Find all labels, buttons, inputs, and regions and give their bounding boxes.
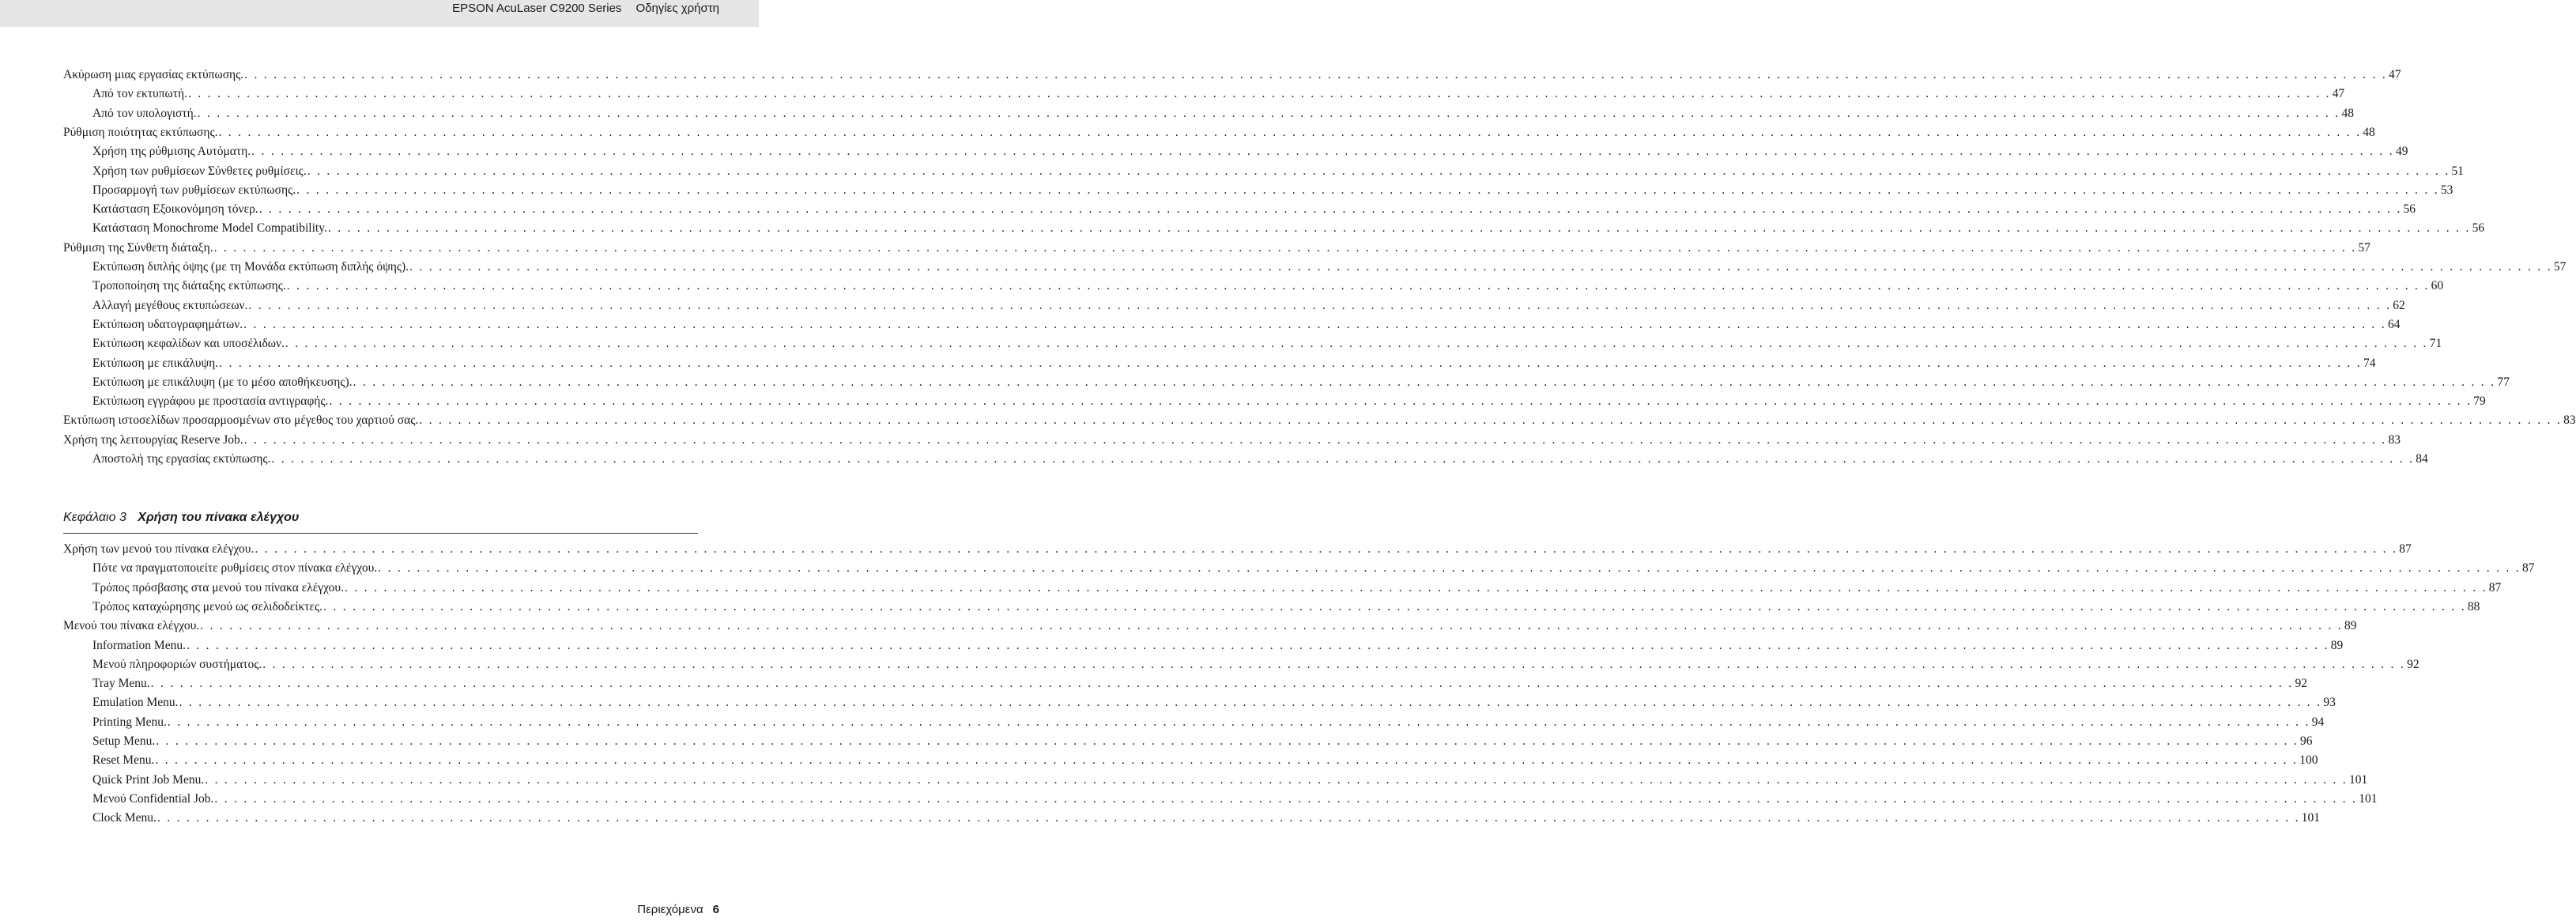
dot-leader: . . . . . . . . . . . . . . . . . . . . . . . . . . . . . . . . . . . . . . . . . . . . . . . . . . . . . . . . . . . . . . . . . . . . . . . . . . . . . . . . . . . . . . . . . . . . . . . . . . . . . . . . . . . . . . . . . . . . . . . . . . . . . . . . . . . . . . . . . . . . . . . . . . . . . . . . . . . . . . . . . . . . . . . . . . . . . . . . . . . . . . . . . . . . . . . . . . . . . . . . . . . . . . . . . . . . . . . . . . . . [167,715,2310,729]
toc-entry-title: Εκτύπωση με επικάλυψη (με το μέσο αποθήκευσης). [92,375,353,389]
toc-entry-title: Τροποποίηση της διάταξης εκτύπωσης. [92,279,286,293]
dot-leader: . . . . . . . . . . . . . . . . . . . . . . . . . . . . . . . . . . . . . . . . . . . . . . . . . . . . . . . . . . . . . . . . . . . . . . . . . . . . . . . . . . . . . . . . . . . . . . . . . . . . . . . . . . . . . . . . . . . . . . . . . . . . . . . . . . . . . . . . . . . . . . . . . . . . . . . . . . . . . . . . . . . . . . . . . . . . . . . . . . . . . . . . . . . . . . . . . . . . . . . . . . . . . . . . . . . . . . . . . . . . [197,106,2340,120]
toc-entry-title: Ρύθμιση ποιότητας εκτύπωσης. [63,125,218,139]
toc-entry-page: 53 [2440,183,2453,197]
dot-leader: . . . . . . . . . . . . . . . . . . . . . . . . . . . . . . . . . . . . . . . . . . . . . . . . . . . . . . . . . . . . . . . . . . . . . . . . . . . . . . . . . . . . . . . . . . . . . . . . . . . . . . . . . . . . . . . . . . . . . . . . . . . . . . . . . . . . . . . . . . . . . . . . . . . . . . . . . . . . . . . . . . . . . . . . . . . . . . . . . . . . . . . . . . . . . . . . . . . . . . . . . . . . . . . . . . . . . . . . . . . . [271,452,2415,466]
dot-leader: . . . . . . . . . . . . . . . . . . . . . . . . . . . . . . . . . . . . . . . . . . . . . . . . . . . . . . . . . . . . . . . . . . . . . . . . . . . . . . . . . . . . . . . . . . . . . . . . . . . . . . . . . . . . . . . . . . . . . . . . . . . . . . . . . . . . . . . . . . . . . . . . . . . . . . . . . . . . . . . . . . . . . . . . . . . . . . . . . . . . . . . . . . . . . . . . . . . . . . . . . . . . . . . . . . . . . . . . . . . . [219,356,2362,370]
toc-entry-page: 84 [2416,452,2428,466]
toc-entry-title: Χρήση της ρύθμισης Αυτόματη. [92,145,251,159]
toc-entry[interactable] [92,452,2428,471]
toc-entry[interactable] [92,734,2313,753]
toc-entry[interactable] [92,599,2480,619]
toc-entry-title: Emulation Menu. [92,696,179,710]
dot-leader: . . . . . . . . . . . . . . . . . . . . . . . . . . . . . . . . . . . . . . . . . . . . . . . . . . . . . . . . . . . . . . . . . . . . . . . . . . . . . . . . . . . . . . . . . . . . . . . . . . . . . . . . . . . . . . . . . . . . . . . . . . . . . . . . . . . . . . . . . . . . . . . . . . . . . . . . . . . . . . . . . . . . . . . . . . . . . . . . . . . . . . . . . . . . . . . . . . . . . . . . . . . . . . . . . . . . . . . . . . . . [187,87,2331,101]
header-product: EPSON AcuLaser C9200 Series [452,2,622,15]
toc-entry-page: 96 [2300,734,2313,748]
toc-entry-title: Setup Menu. [92,734,156,748]
toc-entry[interactable] [92,657,2419,677]
toc-entry-title: Reset Menu. [92,753,155,768]
toc-entry-page: 87 [2521,561,2535,576]
dot-leader: . . . . . . . . . . . . . . . . . . . . . . . . . . . . . . . . . . . . . . . . . . . . . . . . . . . . . . . . . . . . . . . . . . . . . . . . . . . . . . . . . . . . . . . . . . . . . . . . . . . . . . . . . . . . . . . . . . . . . . . . . . . . . . . . . . . . . . . . . . . . . . . . . . . . . . . . . . . . . . . . . . . . . . . . . . . . . . . . . . . . . . . . . . . . . . . . . . . . . . . . . . . . . . . . . . . . . . . . . . . . [248,298,2392,312]
toc-entry-page: 77 [2497,375,2510,389]
toc-entry-title: Εκτύπωση ιστοσελίδων προσαρμοσμένων στο μέγεθος του χαρτιού σας. [63,413,419,428]
toc-entry[interactable] [63,432,2401,452]
toc-entry[interactable] [63,542,2412,561]
dot-leader: . . . . . . . . . . . . . . . . . . . . . . . . . . . . . . . . . . . . . . . . . . . . . . . . . . . . . . . . . . . . . . . . . . . . . . . . . . . . . . . . . . . . . . . . . . . . . . . . . . . . . . . . . . . . . . . . . . . . . . . . . . . . . . . . . . . . . . . . . . . . . . . . . . . . . . . . . . . . . . . . . . . . . . . . . . . . . . . . . . . . . . . . . . . . . . . . . . . . . . . . . . . . . . . . . . . . . . . . . . . . [244,68,2387,81]
toc-entry-page: 74 [2363,356,2376,370]
dot-leader: . . . . . . . . . . . . . . . . . . . . . . . . . . . . . . . . . . . . . . . . . . . . . . . . . . . . . . . . . . . . . . . . . . . . . . . . . . . . . . . . . . . . . . . . . . . . . . . . . . . . . . . . . . . . . . . . . . . . . . . . . . . . . . . . . . . . . . . . . . . . . . . . . . . . . . . . . . . . . . . . . . . . . . . . . . . . . . . . . . . . . . . . . . . . . . . . . . . . . . . . . . . . . . . . . . . . . . . . . . . . [329,394,2472,409]
toc-entry[interactable] [92,356,2376,376]
toc-entry-title: Μενού του πίνακα ελέγχου. [63,619,200,633]
dot-leader: . . . . . . . . . . . . . . . . . . . . . . . . . . . . . . . . . . . . . . . . . . . . . . . . . . . . . . . . . . . . . . . . . . . . . . . . . . . . . . . . . . . . . . . . . . . . . . . . . . . . . . . . . . . . . . . . . . . . . . . . . . . . . . . . . . . . . . . . . . . . . . . . . . . . . . . . . . . . . . . . . . . . . . . . . . . . . . . . . . . . . . . . . . . . . . . . . . . . . . . . . . . . . . . . . . . . . . . . . . . . [262,657,2406,671]
toc-entry[interactable] [92,260,2567,279]
dot-leader: . . . . . . . . . . . . . . . . . . . . . . . . . . . . . . . . . . . . . . . . . . . . . . . . . . . . . . . . . . . . . . . . . . . . . . . . . . . . . . . . . . . . . . . . . . . . . . . . . . . . . . . . . . . . . . . . . . . . . . . . . . . . . . . . . . . . . . . . . . . . . . . . . . . . . . . . . . . . . . . . . . . . . . . . . . . . . . . . . . . . . . . . . . . . . . . . . . . . . . . . . . . . . . . . . . . . . . . . . . . . [255,542,2398,556]
toc-entry-title: Χρήση των ρυθμίσεων Σύνθετες ρυθμίσεις. [92,164,307,178]
toc-entry[interactable] [63,125,2375,145]
dot-leader: . . . . . . . . . . . . . . . . . . . . . . . . . . . . . . . . . . . . . . . . . . . . . . . . . . . . . . . . . . . . . . . . . . . . . . . . . . . . . . . . . . . . . . . . . . . . . . . . . . . . . . . . . . . . . . . . . . . . . . . . . . . . . . . . . . . . . . . . . . . . . . . . . . . . . . . . . . . . . . . . . . . . . . . . . . . . . . . . . . . . . . . . . . . . . . . . . . . . . . . . . . . . . . . . . . . . . . . . . . . . [285,337,2428,351]
dot-leader: . . . . . . . . . . . . . . . . . . . . . . . . . . . . . . . . . . . . . . . . . . . . . . . . . . . . . . . . . . . . . . . . . . . . . . . . . . . . . . . . . . . . . . . . . . . . . . . . . . . . . . . . . . . . . . . . . . . . . . . . . . . . . . . . . . . . . . . . . . . . . . . . . . . . . . . . . . . . . . . . . . . . . . . . . . . . . . . . . . . . . . . . . . . . . . . . . . . . . . . . . . . . . . . . . . . . . . . . . . . . [214,791,2358,806]
toc-entry-title: Τρόπος πρόσβασης στα μενού του πίνακα ελέγχου. [92,580,344,594]
toc-entry[interactable] [92,772,2368,792]
toc-entry-page: 100 [2299,753,2318,768]
dot-leader: . . . . . . . . . . . . . . . . . . . . . . . . . . . . . . . . . . . . . . . . . . . . . . . . . . . . . . . . . . . . . . . . . . . . . . . . . . . . . . . . . . . . . . . . . . . . . . . . . . . . . . . . . . . . . . . . . . . . . . . . . . . . . . . . . . . . . . . . . . . . . . . . . . . . . . . . . . . . . . . . . . . . . . . . . . . . . . . . . . . . . . . . . . . . . . . . . . . . . . . . . . . . . . . . . . . . . . . . . . . . [286,279,2430,293]
toc-entry-page: 87 [2488,580,2502,594]
toc-entry-page: 71 [2429,337,2442,351]
page-number: 6 [712,903,719,916]
dot-leader: . . . . . . . . . . . . . . . . . . . . . . . . . . . . . . . . . . . . . . . . . . . . . . . . . . . . . . . . . . . . . . . . . . . . . . . . . . . . . . . . . . . . . . . . . . . . . . . . . . . . . . . . . . . . . . . . . . . . . . . . . . . . . . . . . . . . . . . . . . . . . . . . . . . . . . . . . . . . . . . . . . . . . . . . . . . . . . . . . . . . . . . . . . . . . . . . . . . . . . . . . . . . . . . . . . . . . . . . . . . . [243,317,2386,331]
toc-entry[interactable] [63,68,2401,87]
toc-entry[interactable] [92,696,2336,715]
dot-leader: . . . . . . . . . . . . . . . . . . . . . . . . . . . . . . . . . . . . . . . . . . . . . . . . . . . . . . . . . . . . . . . . . . . . . . . . . . . . . . . . . . . . . . . . . . . . . . . . . . . . . . . . . . . . . . . . . . . . . . . . . . . . . . . . . . . . . . . . . . . . . . . . . . . . . . . . . . . . . . . . . . . . . . . . . . . . . . . . . . . . . . . . . . . . . . . . . . . . . . . . . . . . . . . . . . . . . . . . . . . . [409,260,2552,274]
toc-entry-page: 93 [2323,696,2336,710]
toc-entry-title: Πότε να πραγματοποιείτε ρυθμίσεις στον πίνακα ελέγχου. [92,561,378,576]
toc-entry-title: Εκτύπωση εγγράφου με προστασία αντιγραφής. [92,394,329,409]
dot-leader: . . . . . . . . . . . . . . . . . . . . . . . . . . . . . . . . . . . . . . . . . . . . . . . . . . . . . . . . . . . . . . . . . . . . . . . . . . . . . . . . . . . . . . . . . . . . . . . . . . . . . . . . . . . . . . . . . . . . . . . . . . . . . . . . . . . . . . . . . . . . . . . . . . . . . . . . . . . . . . . . . . . . . . . . . . . . . . . . . . . . . . . . . . . . . . . . . . . . . . . . . . . . . . . . . . . . . . . . . . . . [218,125,2362,139]
toc-entry-page: 51 [2451,164,2465,178]
toc-entry-title: Information Menu. [92,638,186,652]
toc-entry[interactable] [63,619,2357,638]
toc-entry-title: Quick Print Job Menu. [92,772,205,787]
toc-entry-page: 57 [2358,240,2370,255]
toc-entry-page: 94 [2311,715,2325,729]
header-text [452,2,719,15]
toc-entry-page: 92 [2295,677,2307,691]
chapter-number: Κεφάλαιο 3 [63,511,126,524]
dot-leader: . . . . . . . . . . . . . . . . . . . . . . . . . . . . . . . . . . . . . . . . . . . . . . . . . . . . . . . . . . . . . . . . . . . . . . . . . . . . . . . . . . . . . . . . . . . . . . . . . . . . . . . . . . . . . . . . . . . . . . . . . . . . . . . . . . . . . . . . . . . . . . . . . . . . . . . . . . . . . . . . . . . . . . . . . . . . . . . . . . . . . . . . . . . . . . . . . . . . . . . . . . . . . . . . . . . . . . . . . . . . [344,580,2487,594]
toc-entry[interactable] [92,811,2321,830]
toc-entry-page: 60 [2431,279,2444,293]
toc-entry-page: 48 [2363,125,2375,139]
toc-entry-page: 101 [2359,791,2378,806]
toc-entry-title: Αλλαγή μεγέθους εκτυπώσεων. [92,298,248,312]
dot-leader: . . . . . . . . . . . . . . . . . . . . . . . . . . . . . . . . . . . . . . . . . . . . . . . . . . . . . . . . . . . . . . . . . . . . . . . . . . . . . . . . . . . . . . . . . . . . . . . . . . . . . . . . . . . . . . . . . . . . . . . . . . . . . . . . . . . . . . . . . . . . . . . . . . . . . . . . . . . . . . . . . . . . . . . . . . . . . . . . . . . . . . . . . . . . . . . . . . . . . . . . . . . . . . . . . . . . . . . . . . . . [419,413,2563,428]
toc-entry-title: Clock Menu. [92,811,157,825]
toc-entry[interactable] [92,164,2465,183]
dot-leader: . . . . . . . . . . . . . . . . . . . . . . . . . . . . . . . . . . . . . . . . . . . . . . . . . . . . . . . . . . . . . . . . . . . . . . . . . . . . . . . . . . . . . . . . . . . . . . . . . . . . . . . . . . . . . . . . . . . . . . . . . . . . . . . . . . . . . . . . . . . . . . . . . . . . . . . . . . . . . . . . . . . . . . . . . . . . . . . . . . . . . . . . . . . . . . . . . . . . . . . . . . . . . . . . . . . . . . . . . . . . [378,561,2521,576]
toc-entry-title: Αποστολή της εργασίας εκτύπωσης. [92,452,271,466]
toc-entry-title: Από τον εκτυπωτή. [92,87,187,101]
chapter-heading [63,511,698,534]
toc-entry-title: Χρήση των μενού του πίνακα ελέγχου. [63,542,255,556]
dot-leader: . . . . . . . . . . . . . . . . . . . . . . . . . . . . . . . . . . . . . . . . . . . . . . . . . . . . . . . . . . . . . . . . . . . . . . . . . . . . . . . . . . . . . . . . . . . . . . . . . . . . . . . . . . . . . . . . . . . . . . . . . . . . . . . . . . . . . . . . . . . . . . . . . . . . . . . . . . . . . . . . . . . . . . . . . . . . . . . . . . . . . . . . . . . . . . . . . . . . . . . . . . . . . . . . . . . . . . . . . . . . [258,202,2402,217]
toc-entry[interactable] [63,240,2370,260]
toc-entry-title: Προσαρμογή των ρυθμίσεων εκτύπωσης. [92,183,296,197]
footer-section: Περιεχόμενα [637,903,703,916]
dot-leader: . . . . . . . . . . . . . . . . . . . . . . . . . . . . . . . . . . . . . . . . . . . . . . . . . . . . . . . . . . . . . . . . . . . . . . . . . . . . . . . . . . . . . . . . . . . . . . . . . . . . . . . . . . . . . . . . . . . . . . . . . . . . . . . . . . . . . . . . . . . . . . . . . . . . . . . . . . . . . . . . . . . . . . . . . . . . . . . . . . . . . . . . . . . . . . . . . . . . . . . . . . . . . . . . . . . . . . . . . . . . [179,696,2322,710]
toc-entry[interactable] [92,87,2345,106]
toc-entry[interactable] [92,202,2416,221]
toc-entry-page: 49 [2395,145,2408,159]
toc-entry[interactable] [92,791,2378,811]
toc-entry[interactable] [92,221,2485,240]
dot-leader: . . . . . . . . . . . . . . . . . . . . . . . . . . . . . . . . . . . . . . . . . . . . . . . . . . . . . . . . . . . . . . . . . . . . . . . . . . . . . . . . . . . . . . . . . . . . . . . . . . . . . . . . . . . . . . . . . . . . . . . . . . . . . . . . . . . . . . . . . . . . . . . . . . . . . . . . . . . . . . . . . . . . . . . . . . . . . . . . . . . . . . . . . . . . . . . . . . . . . . . . . . . . . . . . . . . . . . . . . . . . [186,638,2329,652]
toc-entry-page: 101 [2301,811,2321,825]
toc-entry-title: Ρύθμιση της Σύνθετη διάταξη. [63,240,213,255]
toc-entry[interactable] [92,580,2502,600]
dot-leader: . . . . . . . . . . . . . . . . . . . . . . . . . . . . . . . . . . . . . . . . . . . . . . . . . . . . . . . . . . . . . . . . . . . . . . . . . . . . . . . . . . . . . . . . . . . . . . . . . . . . . . . . . . . . . . . . . . . . . . . . . . . . . . . . . . . . . . . . . . . . . . . . . . . . . . . . . . . . . . . . . . . . . . . . . . . . . . . . . . . . . . . . . . . . . . . . . . . . . . . . . . . . . . . . . . . . . . . . . . . . [205,772,2348,787]
dot-leader: . . . . . . . . . . . . . . . . . . . . . . . . . . . . . . . . . . . . . . . . . . . . . . . . . . . . . . . . . . . . . . . . . . . . . . . . . . . . . . . . . . . . . . . . . . . . . . . . . . . . . . . . . . . . . . . . . . . . . . . . . . . . . . . . . . . . . . . . . . . . . . . . . . . . . . . . . . . . . . . . . . . . . . . . . . . . . . . . . . . . . . . . . . . . . . . . . . . . . . . . . . . . . . . . . . . . . . . . . . . . [353,375,2496,389]
toc-entry[interactable] [92,145,2408,164]
dot-leader: . . . . . . . . . . . . . . . . . . . . . . . . . . . . . . . . . . . . . . . . . . . . . . . . . . . . . . . . . . . . . . . . . . . . . . . . . . . . . . . . . . . . . . . . . . . . . . . . . . . . . . . . . . . . . . . . . . . . . . . . . . . . . . . . . . . . . . . . . . . . . . . . . . . . . . . . . . . . . . . . . . . . . . . . . . . . . . . . . . . . . . . . . . . . . . . . . . . . . . . . . . . . . . . . . . . . . . . . . . . . [157,811,2300,825]
header-guide-title: Οδηγίες χρήστη [636,2,719,15]
toc-entry-title: Κατάσταση Εξοικονόμηση τόνερ. [92,202,258,217]
toc-entry[interactable] [92,677,2307,696]
toc-entry[interactable] [92,753,2318,772]
toc-entry-page: 101 [2349,772,2368,787]
toc-entry[interactable] [92,337,2442,356]
toc-entry-page: 83 [2563,413,2576,428]
toc-entry[interactable] [63,413,2576,432]
toc-entry-title: Χρήση της λειτουργίας Reserve Job. [63,432,243,447]
running-header [0,0,759,27]
toc-entry-title: Ακύρωση μιας εργασίας εκτύπωσης. [63,68,244,81]
toc-entry[interactable] [92,638,2344,658]
toc-entry-page: 89 [2330,638,2344,652]
dot-leader: . . . . . . . . . . . . . . . . . . . . . . . . . . . . . . . . . . . . . . . . . . . . . . . . . . . . . . . . . . . . . . . . . . . . . . . . . . . . . . . . . . . . . . . . . . . . . . . . . . . . . . . . . . . . . . . . . . . . . . . . . . . . . . . . . . . . . . . . . . . . . . . . . . . . . . . . . . . . . . . . . . . . . . . . . . . . . . . . . . . . . . . . . . . . . . . . . . . . . . . . . . . . . . . . . . . . . . . . . . . . [296,183,2439,197]
toc-entry-page: 62 [2393,298,2405,312]
dot-leader: . . . . . . . . . . . . . . . . . . . . . . . . . . . . . . . . . . . . . . . . . . . . . . . . . . . . . . . . . . . . . . . . . . . . . . . . . . . . . . . . . . . . . . . . . . . . . . . . . . . . . . . . . . . . . . . . . . . . . . . . . . . . . . . . . . . . . . . . . . . . . . . . . . . . . . . . . . . . . . . . . . . . . . . . . . . . . . . . . . . . . . . . . . . . . . . . . . . . . . . . . . . . . . . . . . . . . . . . . . . . [327,221,2471,236]
toc-entry[interactable] [92,715,2325,734]
toc-entry-title: Εκτύπωση κεφαλίδων και υποσέλιδων. [92,337,285,351]
toc-entry-title: Printing Menu. [92,715,167,729]
toc-entry-title: Κατάσταση Monochrome Model Compatibility. [92,221,327,236]
dot-leader: . . . . . . . . . . . . . . . . . . . . . . . . . . . . . . . . . . . . . . . . . . . . . . . . . . . . . . . . . . . . . . . . . . . . . . . . . . . . . . . . . . . . . . . . . . . . . . . . . . . . . . . . . . . . . . . . . . . . . . . . . . . . . . . . . . . . . . . . . . . . . . . . . . . . . . . . . . . . . . . . . . . . . . . . . . . . . . . . . . . . . . . . . . . . . . . . . . . . . . . . . . . . . . . . . . . . . . . . . . . . [200,619,2343,633]
toc-entry-page: 89 [2344,619,2357,633]
toc-entry-page: 92 [2407,657,2419,671]
dot-leader: . . . . . . . . . . . . . . . . . . . . . . . . . . . . . . . . . . . . . . . . . . . . . . . . . . . . . . . . . . . . . . . . . . . . . . . . . . . . . . . . . . . . . . . . . . . . . . . . . . . . . . . . . . . . . . . . . . . . . . . . . . . . . . . . . . . . . . . . . . . . . . . . . . . . . . . . . . . . . . . . . . . . . . . . . . . . . . . . . . . . . . . . . . . . . . . . . . . . . . . . . . . . . . . . . . . . . . . . . . . . [156,734,2299,748]
toc-entry[interactable] [92,561,2535,580]
dot-leader: . . . . . . . . . . . . . . . . . . . . . . . . . . . . . . . . . . . . . . . . . . . . . . . . . . . . . . . . . . . . . . . . . . . . . . . . . . . . . . . . . . . . . . . . . . . . . . . . . . . . . . . . . . . . . . . . . . . . . . . . . . . . . . . . . . . . . . . . . . . . . . . . . . . . . . . . . . . . . . . . . . . . . . . . . . . . . . . . . . . . . . . . . . . . . . . . . . . . . . . . . . . . . . . . . . . . . . . . . . . . [243,432,2387,447]
dot-leader: . . . . . . . . . . . . . . . . . . . . . . . . . . . . . . . . . . . . . . . . . . . . . . . . . . . . . . . . . . . . . . . . . . . . . . . . . . . . . . . . . . . . . . . . . . . . . . . . . . . . . . . . . . . . . . . . . . . . . . . . . . . . . . . . . . . . . . . . . . . . . . . . . . . . . . . . . . . . . . . . . . . . . . . . . . . . . . . . . . . . . . . . . . . . . . . . . . . . . . . . . . . . . . . . . . . . . . . . . . . . [251,145,2394,159]
toc-entry-page: 48 [2341,106,2354,120]
toc-entry-page: 64 [2387,317,2401,331]
toc-entry[interactable] [92,317,2401,337]
dot-leader: . . . . . . . . . . . . . . . . . . . . . . . . . . . . . . . . . . . . . . . . . . . . . . . . . . . . . . . . . . . . . . . . . . . . . . . . . . . . . . . . . . . . . . . . . . . . . . . . . . . . . . . . . . . . . . . . . . . . . . . . . . . . . . . . . . . . . . . . . . . . . . . . . . . . . . . . . . . . . . . . . . . . . . . . . . . . . . . . . . . . . . . . . . . . . . . . . . . . . . . . . . . . . . . . . . . . . . . . . . . . [155,753,2299,768]
toc-entry-title: Εκτύπωση με επικάλυψη. [92,356,219,370]
chapter-title: Χρήση του πίνακα ελέγχου [138,511,300,524]
toc-entry[interactable] [92,394,2486,413]
toc-entry-page: 56 [2472,221,2485,236]
toc-entry-title: Μενού Confidential Job. [92,791,214,806]
dot-leader: . . . . . . . . . . . . . . . . . . . . . . . . . . . . . . . . . . . . . . . . . . . . . . . . . . . . . . . . . . . . . . . . . . . . . . . . . . . . . . . . . . . . . . . . . . . . . . . . . . . . . . . . . . . . . . . . . . . . . . . . . . . . . . . . . . . . . . . . . . . . . . . . . . . . . . . . . . . . . . . . . . . . . . . . . . . . . . . . . . . . . . . . . . . . . . . . . . . . . . . . . . . . . . . . . . . . . . . . . . . . [213,240,2357,255]
toc-entry-title: Tray Menu. [92,677,150,691]
toc-entry-page: 57 [2553,260,2567,274]
toc-entry-title: Από τον υπολογιστή. [92,106,197,120]
toc-entry-page: 79 [2473,394,2486,409]
toc-entry[interactable] [92,375,2510,394]
toc-entry-page: 87 [2399,542,2412,556]
page-footer [637,903,719,916]
toc-entry-title: Εκτύπωση υδατογραφημάτων. [92,317,243,331]
dot-leader: . . . . . . . . . . . . . . . . . . . . . . . . . . . . . . . . . . . . . . . . . . . . . . . . . . . . . . . . . . . . . . . . . . . . . . . . . . . . . . . . . . . . . . . . . . . . . . . . . . . . . . . . . . . . . . . . . . . . . . . . . . . . . . . . . . . . . . . . . . . . . . . . . . . . . . . . . . . . . . . . . . . . . . . . . . . . . . . . . . . . . . . . . . . . . . . . . . . . . . . . . . . . . . . . . . . . . . . . . . . . [150,677,2294,691]
toc-entry-title: Τρόπος καταχώρησης μενού ως σελιδοδείκτες. [92,599,323,613]
toc-entry[interactable] [92,279,2444,298]
toc-entry-page: 56 [2403,202,2416,217]
toc-entry-page: 83 [2388,432,2401,447]
toc-entry[interactable] [92,106,2354,126]
dot-leader: . . . . . . . . . . . . . . . . . . . . . . . . . . . . . . . . . . . . . . . . . . . . . . . . . . . . . . . . . . . . . . . . . . . . . . . . . . . . . . . . . . . . . . . . . . . . . . . . . . . . . . . . . . . . . . . . . . . . . . . . . . . . . . . . . . . . . . . . . . . . . . . . . . . . . . . . . . . . . . . . . . . . . . . . . . . . . . . . . . . . . . . . . . . . . . . . . . . . . . . . . . . . . . . . . . . . . . . . . . . . [307,164,2450,178]
toc-entry-page: 88 [2467,599,2480,613]
toc-entry-title: Μενού πληροφοριών συστήματος. [92,657,262,671]
toc-entry-page: 47 [2332,87,2345,101]
toc-entry-title: Εκτύπωση διπλής όψης (με τη Μονάδα εκτύπωση διπλής όψης). [92,260,409,274]
toc-entry[interactable] [92,183,2453,202]
toc-entry[interactable] [92,298,2405,318]
toc-entry-page: 47 [2389,68,2401,81]
dot-leader: . . . . . . . . . . . . . . . . . . . . . . . . . . . . . . . . . . . . . . . . . . . . . . . . . . . . . . . . . . . . . . . . . . . . . . . . . . . . . . . . . . . . . . . . . . . . . . . . . . . . . . . . . . . . . . . . . . . . . . . . . . . . . . . . . . . . . . . . . . . . . . . . . . . . . . . . . . . . . . . . . . . . . . . . . . . . . . . . . . . . . . . . . . . . . . . . . . . . . . . . . . . . . . . . . . . . . . . . . . . . [323,599,2466,613]
